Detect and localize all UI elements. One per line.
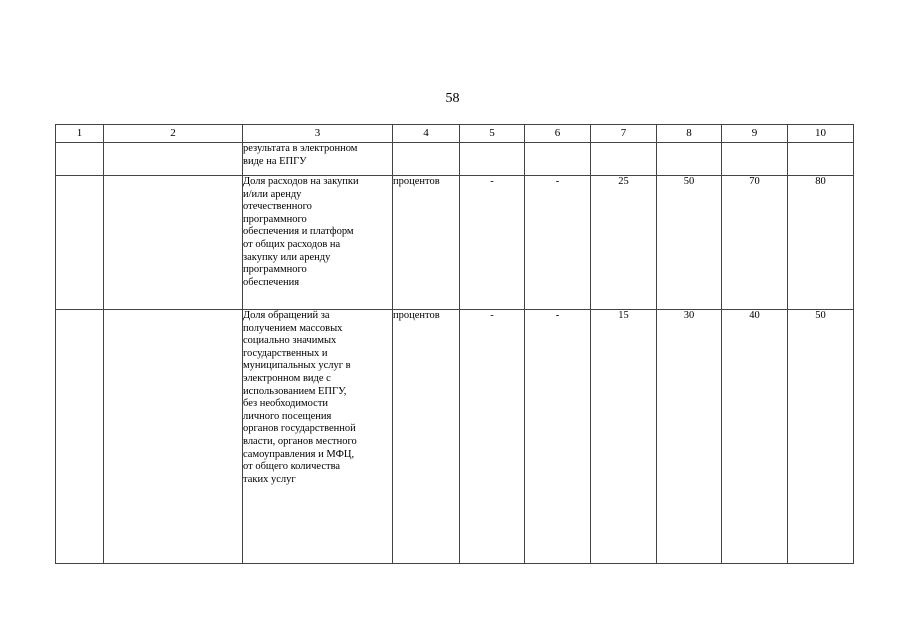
- cell-col1: [56, 310, 104, 564]
- table-header-row: [56, 125, 854, 143]
- unit-cell: процентов: [393, 310, 460, 564]
- column-header: 6: [525, 125, 591, 143]
- value-cell-6: -: [525, 176, 591, 310]
- table-row: [56, 176, 854, 310]
- value-cell-10: 50: [788, 310, 854, 564]
- value-cell-8: 30: [657, 310, 722, 564]
- column-header: 4: [393, 125, 460, 143]
- value-cell-5: -: [460, 310, 525, 564]
- cell-col2: [104, 310, 243, 564]
- cell-col1: [56, 176, 104, 310]
- indicator-name-cell: результата в электронном виде на ЕПГУ: [243, 143, 393, 176]
- column-header: 9: [722, 125, 788, 143]
- value-cell-9: [722, 143, 788, 176]
- page-number: 58: [445, 91, 460, 106]
- cell-col1: [56, 143, 104, 176]
- column-header: 2: [104, 125, 243, 143]
- value-cell-5: [460, 143, 525, 176]
- column-header: 5: [460, 125, 525, 143]
- unit-cell: [393, 143, 460, 176]
- value-cell-9: 40: [722, 310, 788, 564]
- column-header: 10: [788, 125, 854, 143]
- cell-col2: [104, 143, 243, 176]
- value-cell-7: [591, 143, 657, 176]
- unit-cell: процентов: [393, 176, 460, 310]
- column-header: 3: [243, 125, 393, 143]
- table-row: [56, 310, 854, 564]
- value-cell-6: [525, 143, 591, 176]
- indicators-table: [55, 124, 854, 564]
- table-row: [56, 143, 854, 176]
- value-cell-7: 25: [591, 176, 657, 310]
- column-header: 7: [591, 125, 657, 143]
- column-header: 1: [56, 125, 104, 143]
- value-cell-7: 15: [591, 310, 657, 564]
- value-cell-9: 70: [722, 176, 788, 310]
- value-cell-10: 80: [788, 176, 854, 310]
- value-cell-6: -: [525, 310, 591, 564]
- value-cell-8: [657, 143, 722, 176]
- column-header: 8: [657, 125, 722, 143]
- cell-col2: [104, 176, 243, 310]
- value-cell-5: -: [460, 176, 525, 310]
- indicator-name-cell: Доля расходов на закупки и/или аренду отечественного программного обеспечения и платформ от общих расходов на закупку или аренду программного обеспечения: [243, 176, 393, 310]
- value-cell-10: [788, 143, 854, 176]
- indicator-name-cell: Доля обращений за получением массовых социально значимых государственных и муниципальных услуг в электронном виде с использованием ЕПГУ, без необходимости личного посещения органов государственной власти, органов местного самоуправления и МФЦ, от общего количества таких услуг: [243, 310, 393, 564]
- value-cell-8: 50: [657, 176, 722, 310]
